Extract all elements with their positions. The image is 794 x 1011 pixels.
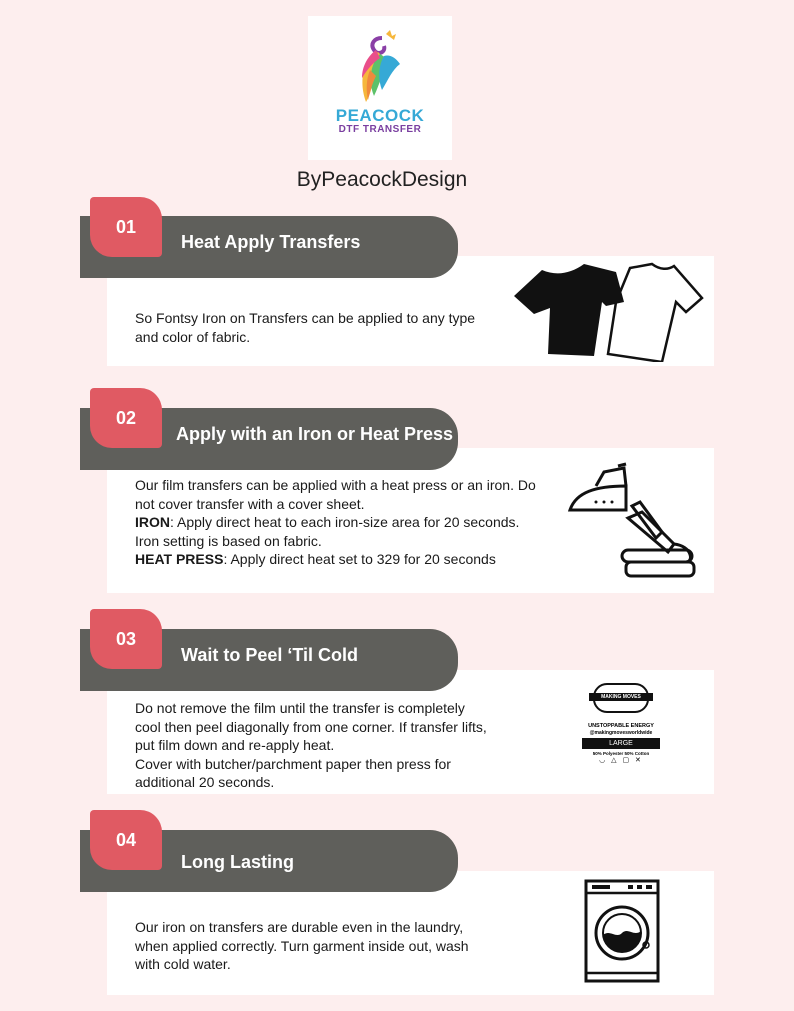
- step-number: 02: [90, 388, 162, 448]
- text-line: Cover with butcher/parchment paper then press for: [135, 755, 451, 772]
- text-line: when applied correctly. Turn garment inside out, wash: [135, 937, 469, 954]
- text-line: Our film transfers can be applied with a heat press or an iron. Do: [135, 477, 536, 493]
- text-line: and color of fabric.: [135, 328, 251, 345]
- step-title: Apply with an Iron or Heat Press: [176, 424, 454, 444]
- press-text: : Apply direct heat set to 329 for 20 seconds: [223, 551, 496, 567]
- logo-subtitle: DTF TRANSFER: [338, 124, 422, 135]
- text-line: Our iron on transfers are durable even in the laundry,: [135, 919, 464, 935]
- washing-machine-icon: [584, 879, 660, 983]
- logo: [308, 16, 452, 160]
- label-badge-text: MAKING MOVES: [589, 693, 653, 701]
- step-description: [135, 918, 469, 974]
- logo-title: PEACOCK: [335, 106, 425, 125]
- text-line: put film down and re-apply heat.: [135, 737, 335, 753]
- text-line: not cover transfer with a cover sheet.: [135, 495, 365, 512]
- step-number: 03: [90, 609, 162, 669]
- text-line: cool then peel diagonally from one corner. If transfer lifts,: [135, 718, 487, 735]
- step-description: [135, 476, 536, 569]
- tshirts-icon: [512, 262, 706, 362]
- iron-heat-press-icon: [566, 462, 698, 582]
- text-line: additional 20 seconds.: [135, 774, 275, 790]
- garment-label-icon: [580, 683, 662, 763]
- label-line: @makingmovesworldwide: [589, 730, 653, 736]
- label-fabric: 50% Polyester 50% Cotton: [592, 751, 650, 756]
- iron-text: : Apply direct heat to each iron-size area for 20 seconds.: [170, 514, 520, 530]
- peacock-logo-icon: [356, 30, 404, 104]
- brand-name: [0, 168, 764, 192]
- text-line: Do not remove the film until the transfer is completely: [135, 700, 465, 716]
- iron-instruction: [135, 513, 536, 532]
- step-number: 04: [90, 810, 162, 870]
- text-line: So Fontsy Iron on Transfers can be applied to any type: [135, 310, 476, 326]
- iron-label: IRON: [135, 514, 170, 530]
- label-line: UNSTOPPABLE ENERGY: [588, 723, 654, 729]
- brand-text: ByPeacockDesign: [296, 168, 468, 191]
- step-title: Wait to Peel ‘Til Cold: [181, 645, 359, 665]
- label-size: LARGE: [582, 738, 660, 749]
- text-line: Iron setting is based on fabric.: [135, 532, 322, 549]
- step-number: 01: [90, 197, 162, 257]
- step-description: [135, 699, 487, 792]
- press-instruction: [135, 550, 536, 569]
- step-title: Heat Apply Transfers: [181, 232, 361, 252]
- press-label: HEAT PRESS: [135, 551, 224, 567]
- label-badge: [593, 683, 649, 713]
- step-title: Long Lasting: [181, 852, 294, 872]
- step-description: [135, 309, 475, 346]
- care-symbols-icon: ◡ △ ▢ ✕: [599, 757, 643, 764]
- text-line: with cold water.: [135, 956, 231, 972]
